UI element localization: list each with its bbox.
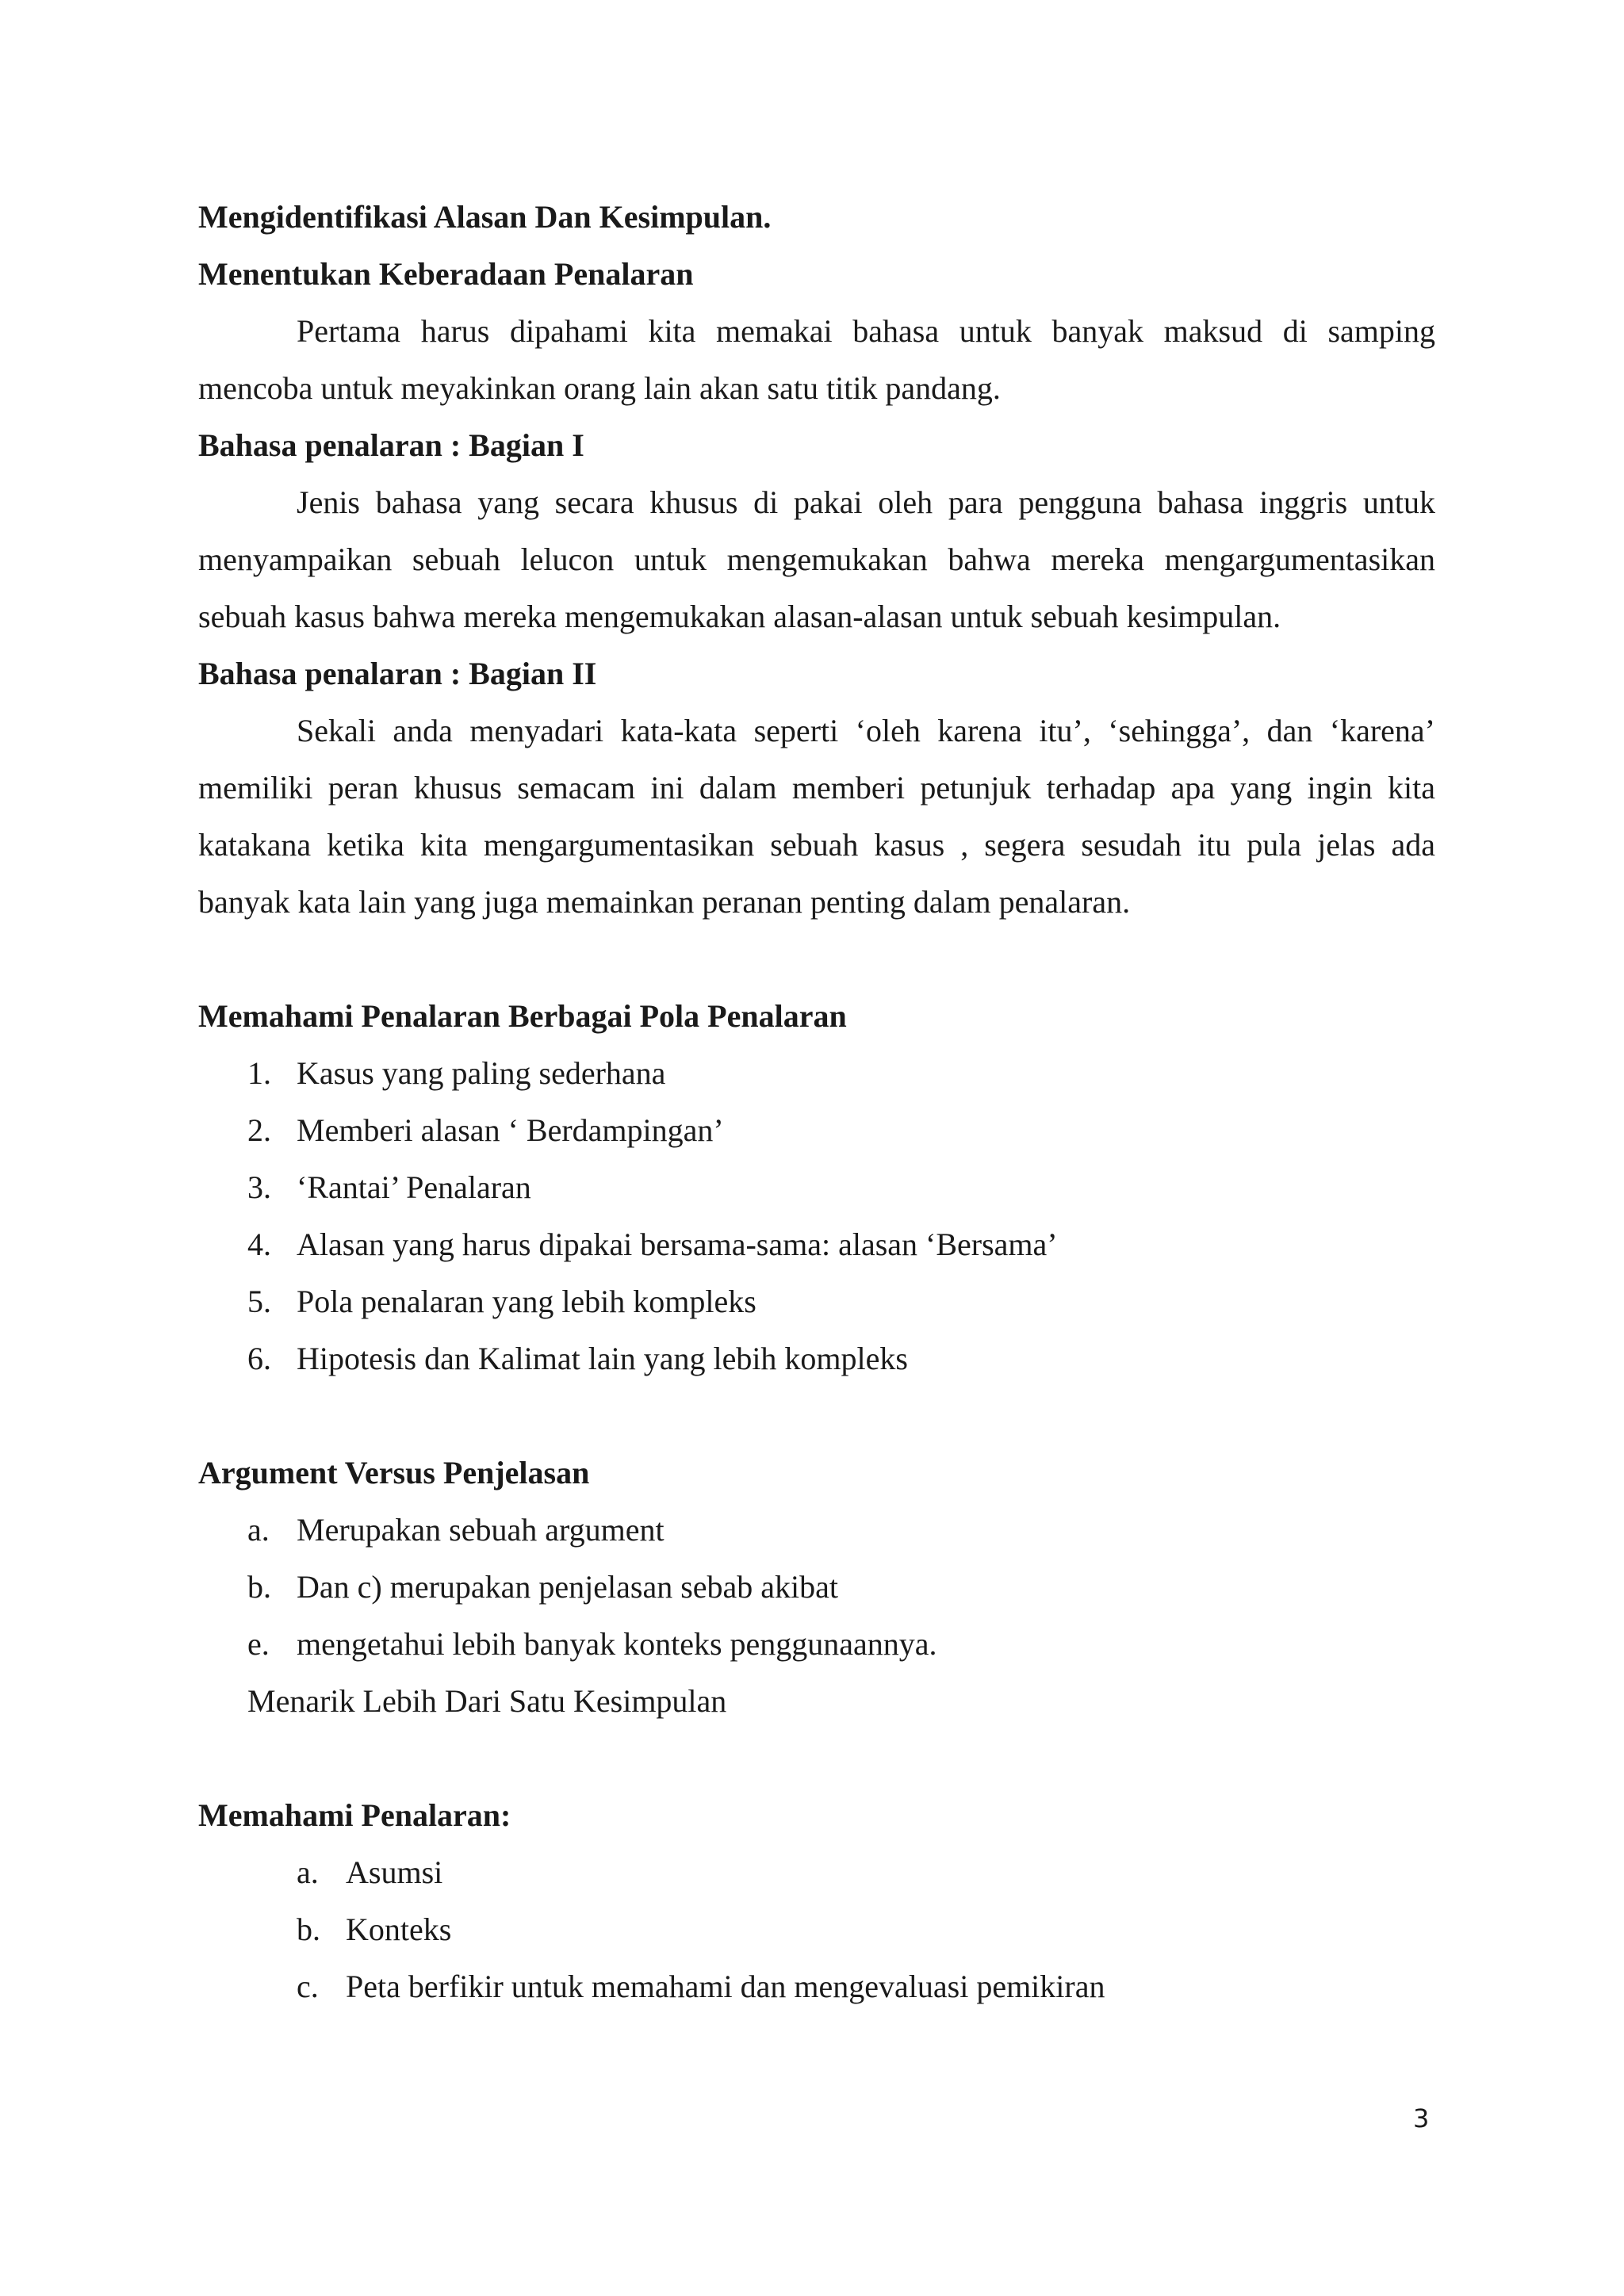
list-item-marker: 1. <box>247 1055 271 1091</box>
heading-determine-reasoning: Menentukan Keberadaan Penalaran <box>198 256 694 292</box>
paragraph-line: Sekali anda menyadari kata-kata seperti ‘oleh karena itu’, ‘sehingga’, dan ‘karena’ <box>297 713 1435 748</box>
paragraph-line: sebuah kasus bahwa mereka mengemukakan alasan-alasan untuk sebuah kesimpulan. <box>198 599 1281 634</box>
list-item: Pola penalaran yang lebih kompleks <box>297 1284 756 1319</box>
paragraph-line: banyak kata lain yang juga memainkan peranan penting dalam penalaran. <box>198 884 1131 920</box>
paragraph-line: Jenis bahasa yang secara khusus di pakai oleh para pengguna bahasa inggris untuk <box>297 484 1435 520</box>
heading-identify-reasons: Mengidentifikasi Alasan Dan Kesimpulan. <box>198 199 772 235</box>
list-item-marker: 2. <box>247 1112 271 1148</box>
heading-argument-vs-explanation: Argument Versus Penjelasan <box>198 1455 590 1490</box>
list-item: Alasan yang harus dipakai bersama-sama: alasan ‘Bersama’ <box>297 1226 1058 1262</box>
list-item-marker: e. <box>247 1626 270 1662</box>
list-item: mengetahui lebih banyak konteks penggunaannya. <box>297 1626 937 1662</box>
list-item: Konteks <box>346 1911 452 1947</box>
paragraph-line: katakana ketika kita mengargumentasikan sebuah kasus , segera sesudah itu pula jelas ada <box>198 827 1435 863</box>
heading-reasoning-language-part-2: Bahasa penalaran : Bagian II <box>198 656 597 691</box>
list-item-marker: a. <box>297 1854 319 1890</box>
list-item: Peta berfikir untuk memahami dan mengevaluasi pemikiran <box>346 1969 1105 2004</box>
list-item-marker: 3. <box>247 1169 271 1205</box>
list-item: ‘Rantai’ Penalaran <box>297 1169 531 1205</box>
paragraph-line: Pertama harus dipahami kita memakai bahasa untuk banyak maksud di samping <box>297 313 1435 349</box>
list-item: Hipotesis dan Kalimat lain yang lebih kompleks <box>297 1341 908 1376</box>
list-item-marker: b. <box>297 1911 320 1947</box>
heading-understanding-reasoning: Memahami Penalaran: <box>198 1797 511 1833</box>
paragraph-line: menyampaikan sebuah lelucon untuk mengemukakan bahwa mereka mengargumentasikan <box>198 541 1435 577</box>
list-item-marker: b. <box>247 1569 271 1605</box>
subsection-label: Menarik Lebih Dari Satu Kesimpulan <box>247 1683 727 1719</box>
page-number: 3 <box>1413 2103 1430 2133</box>
list-item: Kasus yang paling sederhana <box>297 1055 666 1091</box>
heading-reasoning-language-part-1: Bahasa penalaran : Bagian I <box>198 427 584 463</box>
heading-reasoning-patterns: Memahami Penalaran Berbagai Pola Penalaran <box>198 998 847 1034</box>
list-item-marker: c. <box>297 1969 319 2004</box>
list-item: Dan c) merupakan penjelasan sebab akibat <box>297 1569 839 1605</box>
list-item-marker: 6. <box>247 1341 271 1376</box>
list-item: Memberi alasan ‘ Berdampingan’ <box>297 1112 724 1148</box>
list-item: Asumsi <box>346 1854 443 1890</box>
paragraph-line: mencoba untuk meyakinkan orang lain akan satu titik pandang. <box>198 370 1001 406</box>
list-item-marker: 4. <box>247 1226 271 1262</box>
list-item-marker: 5. <box>247 1284 271 1319</box>
paragraph-line: memiliki peran khusus semacam ini dalam memberi petunjuk terhadap apa yang ingin kita <box>198 770 1435 806</box>
list-item-marker: a. <box>247 1512 270 1548</box>
list-item: Merupakan sebuah argument <box>297 1512 665 1548</box>
